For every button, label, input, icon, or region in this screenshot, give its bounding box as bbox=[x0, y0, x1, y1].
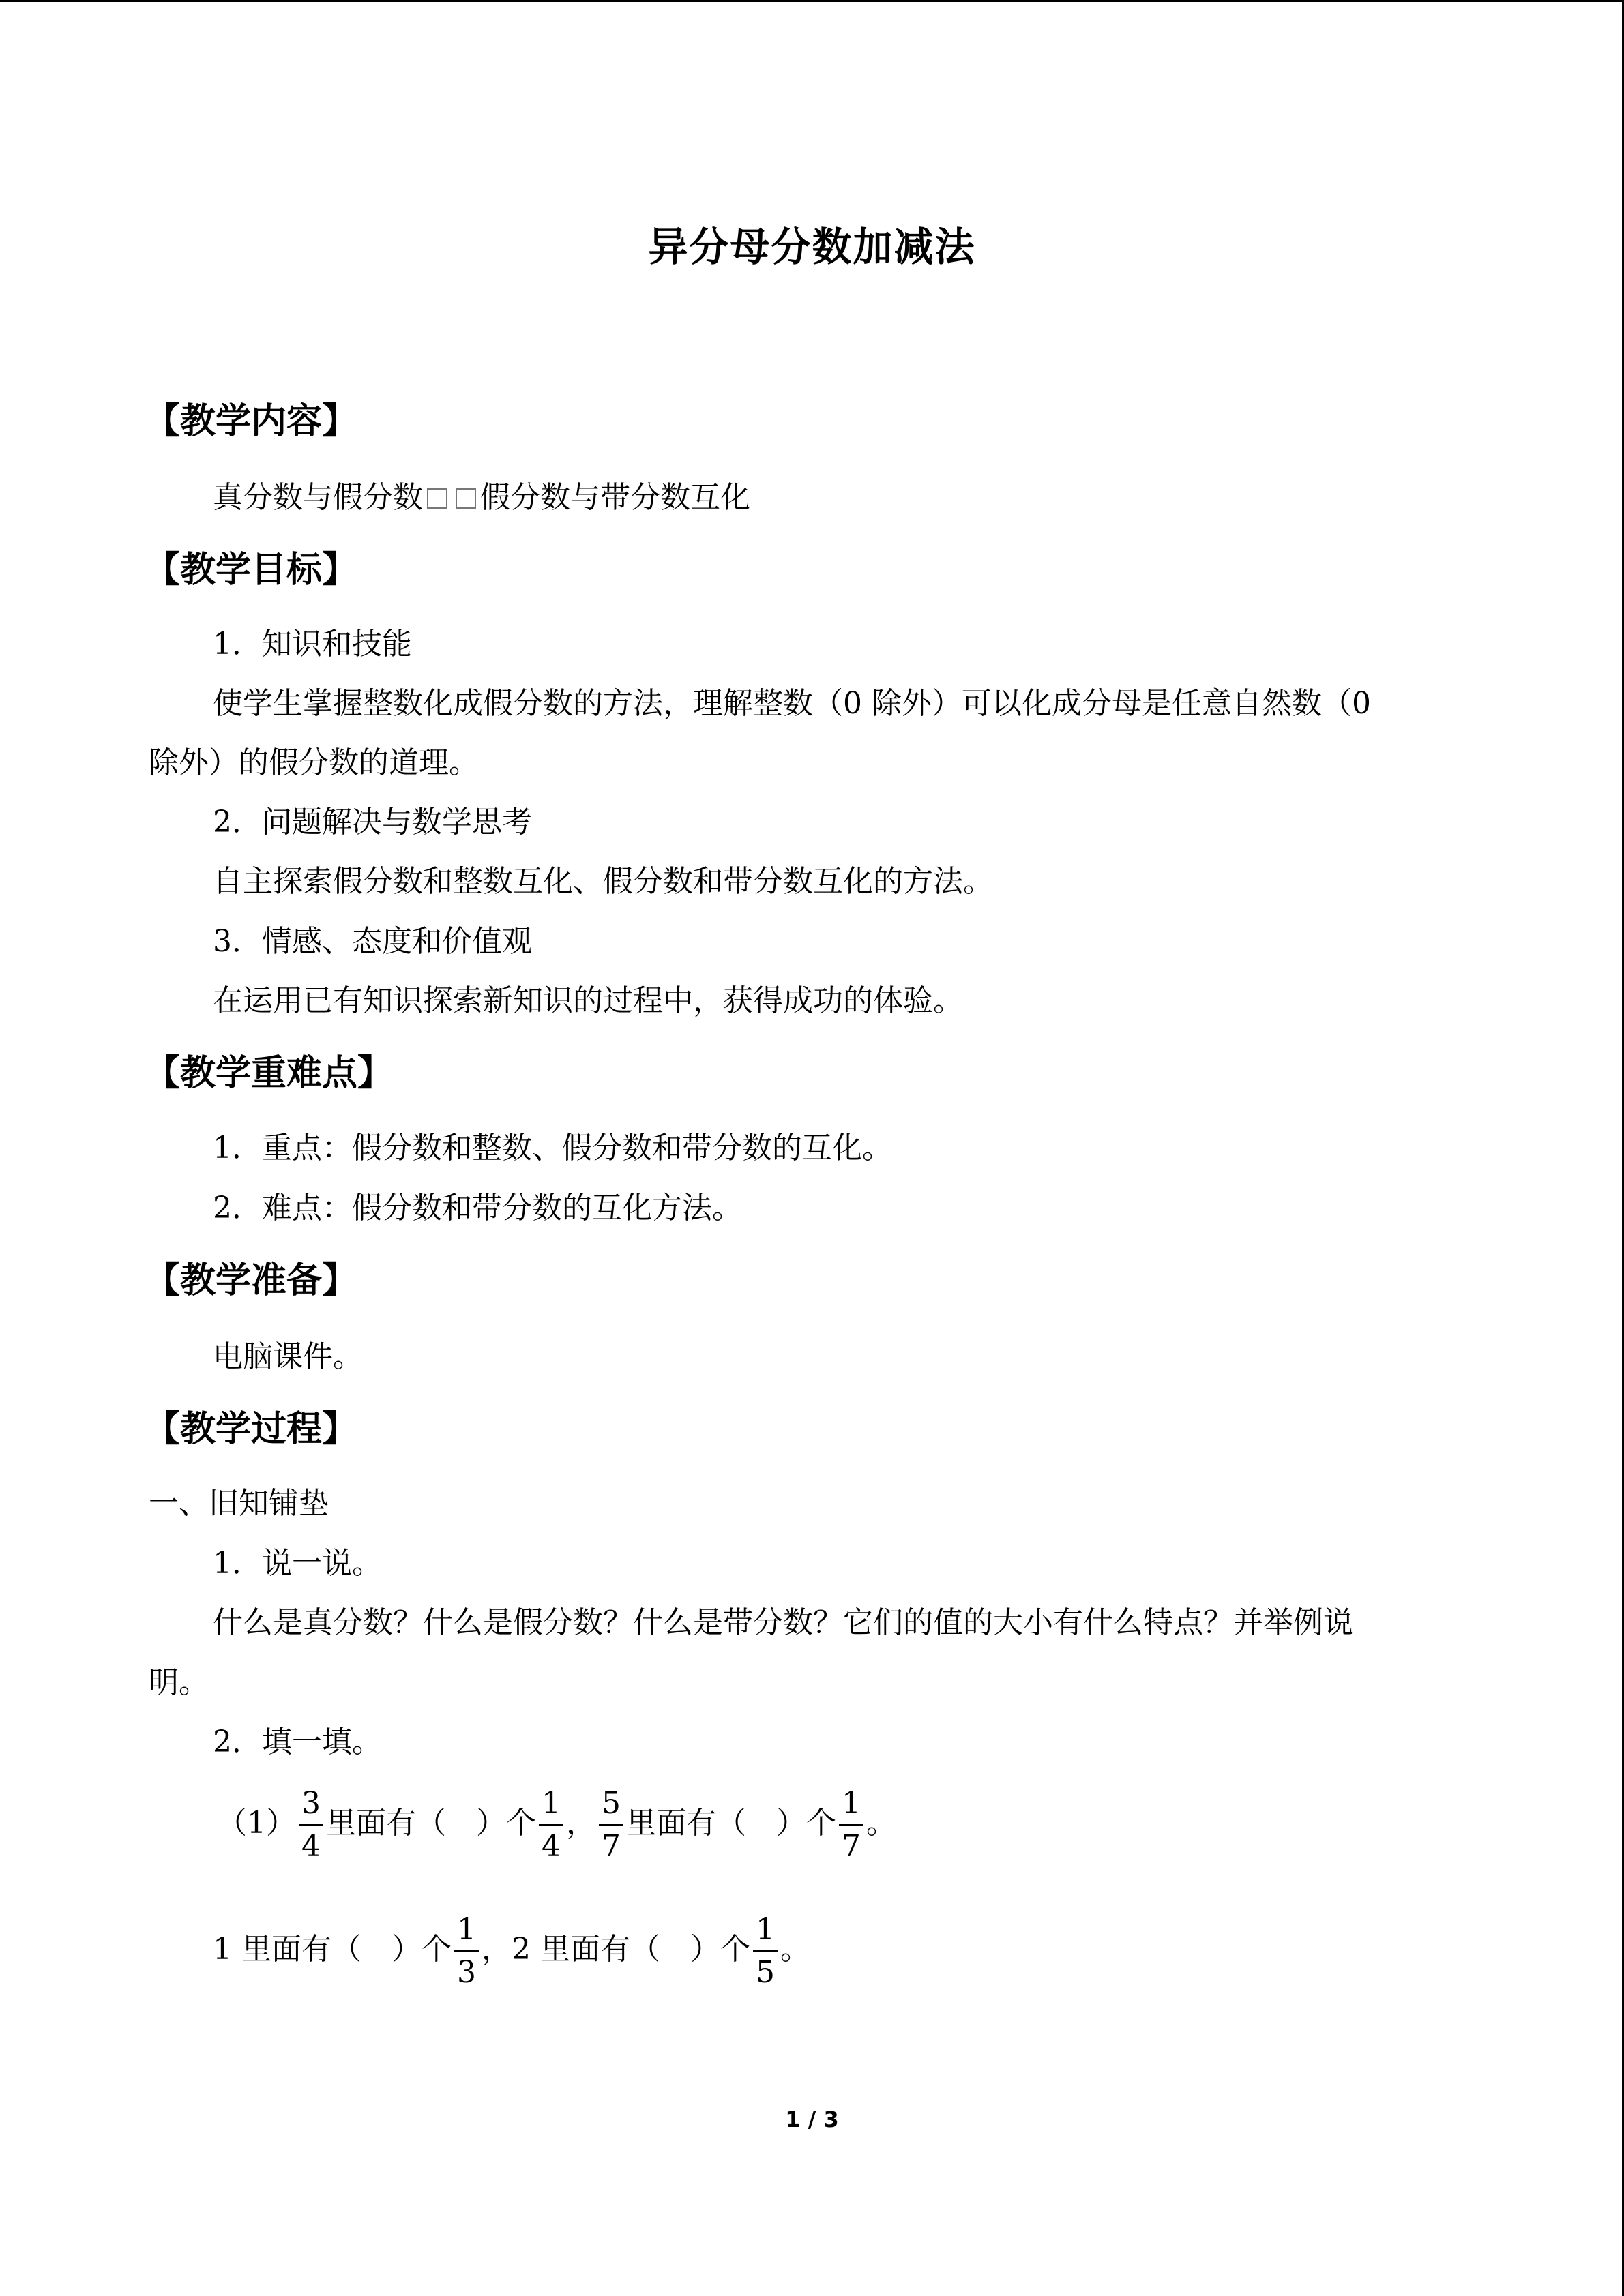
content-text-b: 假分数与带分数互化 bbox=[480, 480, 750, 515]
fraction-denominator: 5 bbox=[755, 1955, 775, 1990]
preparation-text: 电脑课件。 bbox=[213, 1339, 363, 1374]
fill2-text2: ，2 里面有（ ）个 bbox=[481, 1932, 750, 1967]
fill1-text1: 里面有（ ）个 bbox=[326, 1806, 536, 1840]
fraction bbox=[599, 1786, 623, 1864]
section-heading-key-points: 【教学重难点】 bbox=[145, 1052, 394, 1094]
fill2-end: 。 bbox=[780, 1932, 810, 1967]
key-point-2: 2．难点：假分数和带分数的互化方法。 bbox=[213, 1191, 742, 1225]
fraction-denominator: 7 bbox=[602, 1829, 621, 1864]
content-text-a: 真分数与假分数 bbox=[213, 480, 423, 515]
section-heading-goals: 【教学目标】 bbox=[145, 549, 358, 591]
missing-glyph-box bbox=[456, 488, 476, 509]
goal-item3-title: 3．情感、态度和价值观 bbox=[213, 924, 532, 959]
goal-item1-line1: 使学生掌握整数化成假分数的方法，理解整数（0 除外）可以化成分母是任意自然数（0 bbox=[213, 686, 1371, 721]
fill2-text1: 1 里面有（ ）个 bbox=[213, 1932, 452, 1967]
process-step1-title: 1．说一说。 bbox=[213, 1546, 382, 1581]
fraction-numerator: 5 bbox=[602, 1786, 621, 1821]
goal-item2-title: 2．问题解决与数学思考 bbox=[213, 805, 532, 839]
section-heading-content: 【教学内容】 bbox=[145, 400, 358, 442]
section-heading-process: 【教学过程】 bbox=[145, 1408, 358, 1450]
fill-exercise-2 bbox=[213, 1912, 810, 1990]
fraction bbox=[539, 1786, 563, 1864]
fraction-numerator: 1 bbox=[755, 1912, 775, 1947]
goal-item1-title: 1．知识和技能 bbox=[213, 627, 412, 661]
fraction bbox=[753, 1912, 778, 1990]
process-step1-line1: 什么是真分数？什么是假分数？什么是带分数？它们的值的大小有什么特点？并举例说 bbox=[213, 1605, 1353, 1640]
fraction-numerator: 1 bbox=[542, 1786, 561, 1821]
fraction-numerator: 1 bbox=[842, 1786, 861, 1821]
process-part1: 一、旧知铺垫 bbox=[149, 1486, 329, 1521]
fraction-numerator: 3 bbox=[301, 1786, 321, 1821]
process-step2-title: 2．填一填。 bbox=[213, 1725, 382, 1759]
section-heading-preparation: 【教学准备】 bbox=[145, 1259, 358, 1301]
fraction-denominator: 4 bbox=[301, 1829, 321, 1864]
fill1-text2: 里面有（ ）个 bbox=[626, 1806, 836, 1840]
goal-item1-line2: 除外）的假分数的道理。 bbox=[149, 745, 479, 780]
fraction bbox=[454, 1912, 479, 1990]
fraction bbox=[839, 1786, 863, 1864]
page-number: 1 / 3 bbox=[785, 2106, 839, 2132]
goal-item3-text: 在运用已有知识探索新知识的过程中，获得成功的体验。 bbox=[213, 983, 963, 1018]
fill1-separator: ， bbox=[566, 1806, 596, 1840]
fraction-numerator: 1 bbox=[456, 1912, 476, 1947]
missing-glyph-box bbox=[427, 488, 447, 509]
key-point-1: 1．重点：假分数和整数、假分数和带分数的互化。 bbox=[213, 1131, 892, 1165]
content-text bbox=[213, 480, 750, 515]
fraction-denominator: 3 bbox=[456, 1955, 476, 1990]
fraction-denominator: 7 bbox=[842, 1829, 861, 1864]
fill1-label: （1） bbox=[217, 1806, 296, 1840]
fraction bbox=[299, 1786, 323, 1864]
fill-exercise-1 bbox=[217, 1786, 896, 1864]
fraction-denominator: 4 bbox=[542, 1829, 561, 1864]
fill1-end: 。 bbox=[866, 1806, 896, 1840]
document-title: 异分母分数加减法 bbox=[648, 224, 976, 270]
process-step1-line2: 明。 bbox=[149, 1665, 209, 1700]
goal-item2-text: 自主探索假分数和整数互化、假分数和带分数互化的方法。 bbox=[213, 864, 993, 899]
